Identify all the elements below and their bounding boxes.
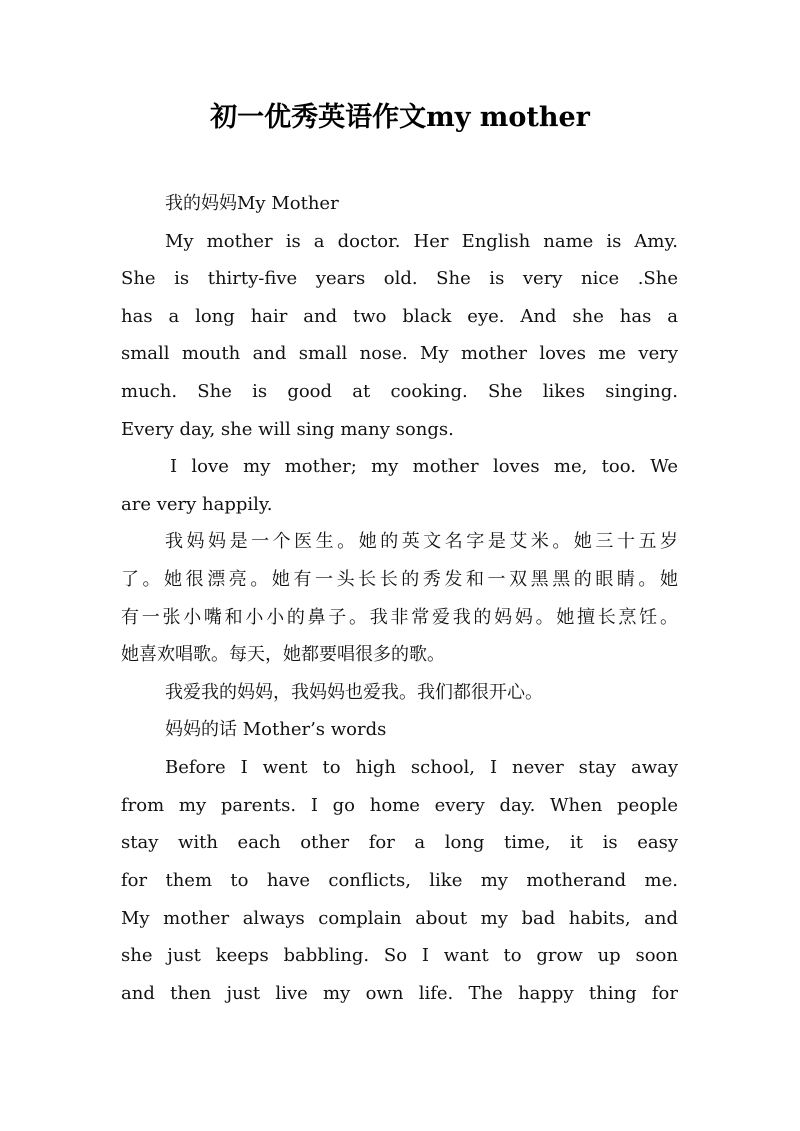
paragraph-line: 有一张小嘴和小小的鼻子。我非常爱我的妈妈。她擅长烹饪。 [121, 607, 678, 628]
paragraph-line: Every day, she will sing many songs. [121, 419, 454, 440]
paragraph-line: and then just live my own life. The happy thing for [121, 983, 678, 1004]
paragraph-line: are very happily. [121, 494, 273, 515]
paragraph-line: 她喜欢唱歌。每天，她都要唱很多的歌。 [121, 644, 445, 665]
paragraph-line: has a long hair and two black eye. And she has a [121, 306, 678, 327]
paragraph-line: I love my mother; my mother loves me, too. We [170, 456, 678, 477]
paragraph-line: small mouth and small nose. My mother loves me very [121, 343, 678, 364]
paragraph-line: 我妈妈是一个医生。她的英文名字是艾米。她三十五岁 [165, 531, 678, 552]
paragraph-line: for them to have conflicts, like my motherand me. [121, 870, 678, 891]
paragraph-line: 了。她很漂亮。她有一头长长的秀发和一双黑黑的眼睛。她 [121, 569, 678, 590]
paragraph-heading-mothers-words: 妈妈的话 Mother’s words [165, 719, 387, 740]
paragraph-line: Before I went to high school, I never stay away [165, 757, 678, 778]
paragraph-line: 我爱我的妈妈，我妈妈也爱我。我们都很开心。 [165, 682, 543, 703]
document-title: 初一优秀英语作文my mother [210, 102, 590, 133]
paragraph-line: from my parents. I go home every day. When people [121, 795, 678, 816]
paragraph-line: stay with each other for a long time, it is easy [121, 832, 678, 853]
paragraph-line: My mother always complain about my bad habits, and [121, 908, 678, 929]
paragraph-heading-my-mother: 我的妈妈My Mother [165, 193, 339, 214]
paragraph-line: she just keeps babbling. So I want to grow up soon [121, 945, 678, 966]
paragraph-line: My mother is a doctor. Her English name is Amy. [165, 231, 678, 252]
paragraph-line: much. She is good at cooking. She likes singing. [121, 381, 678, 402]
paragraph-line: She is thirty-five years old. She is very nice .She [121, 268, 678, 289]
